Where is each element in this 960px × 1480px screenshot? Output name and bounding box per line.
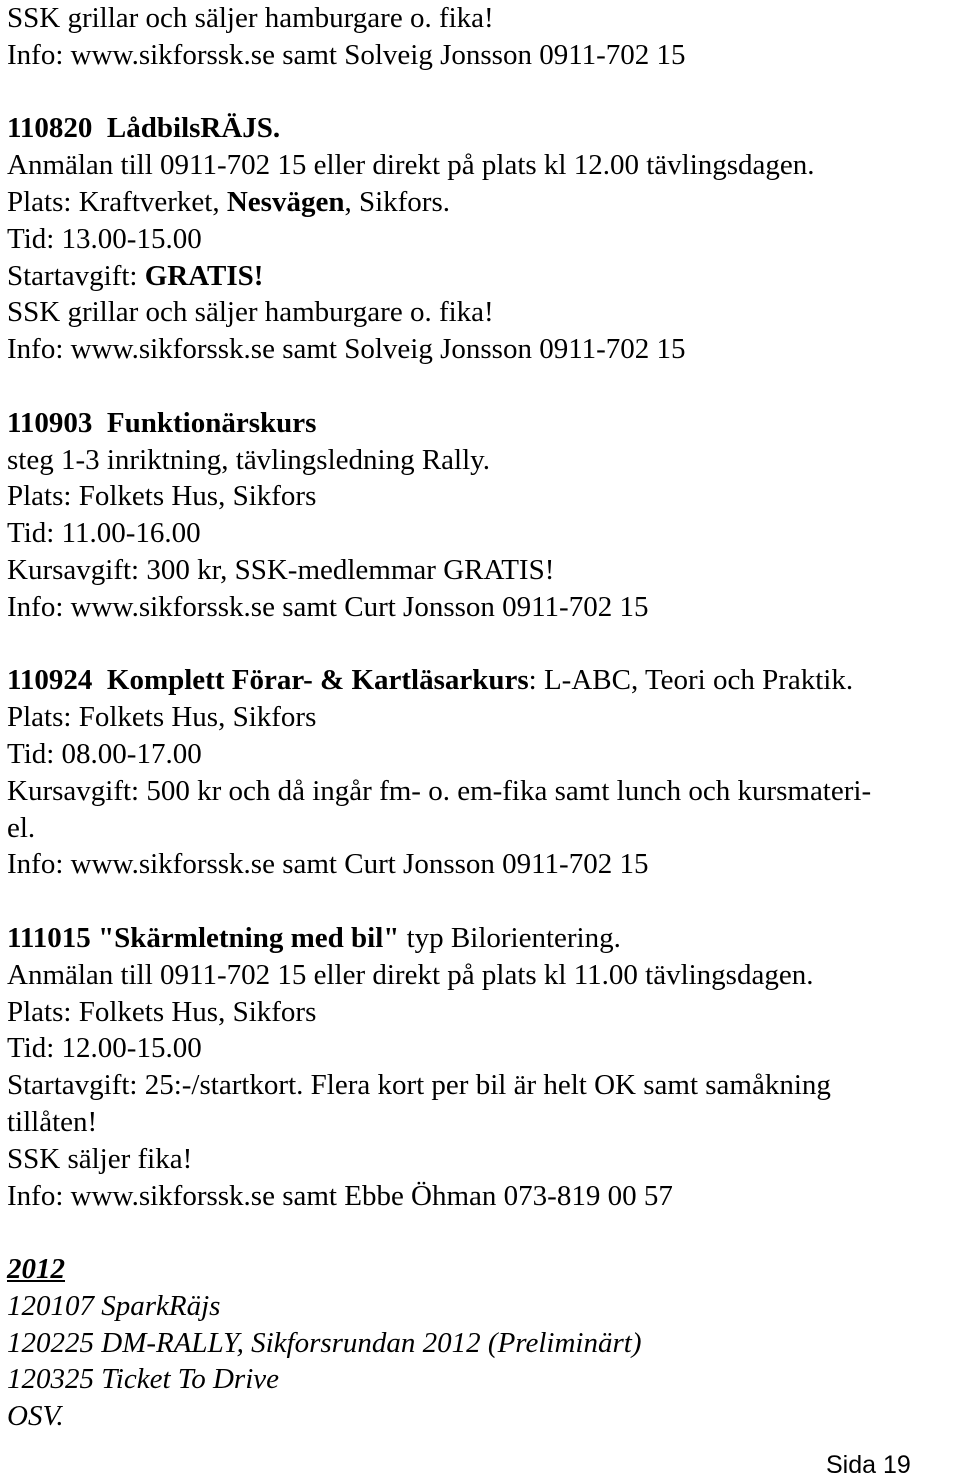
event-forar-avgift-2: el. xyxy=(7,811,36,844)
page-number: Sida 19 xyxy=(826,1451,911,1479)
event-funktionar-heading xyxy=(7,405,957,442)
year-item: 120325 Ticket To Drive xyxy=(7,1363,280,1396)
event-skarm-fika: SSK säljer fika! xyxy=(7,1142,193,1175)
event-ladbil-info: Info: www.sikforssk.se samt Solveig Jonsson 0911-702 15 xyxy=(7,333,686,366)
event-forar-plats: Plats: Folkets Hus, Sikfors xyxy=(7,701,317,734)
event-funktionar-avgift: Kursavgift: 300 kr, SSK-medlemmar GRATIS! xyxy=(7,553,555,586)
event-skarm-start-1: Startavgift: 25:-/startkort. Flera kort per bil är helt OK samt samåkning xyxy=(7,1069,831,1102)
top-grill-line: SSK grillar och säljer hamburgare o. fika! xyxy=(7,2,494,34)
spacer xyxy=(7,1214,957,1251)
event-ladbil-tid: Tid: 13.00-15.00 xyxy=(7,222,202,255)
event-ladbil-plats xyxy=(7,184,957,221)
event-ladbil-grill: SSK grillar och säljer hamburgare o. fika! xyxy=(7,296,494,329)
spacer xyxy=(7,368,957,405)
event-skarm-anmalan: Anmälan till 0911-702 15 eller direkt på plats kl 11.00 tävlingsdagen. xyxy=(7,958,814,991)
event-funktionar-plats: Plats: Folkets Hus, Sikfors xyxy=(7,480,317,513)
event-ladbil-heading xyxy=(7,110,957,147)
event-skarm-heading xyxy=(7,920,957,957)
event-skarm-tid: Tid: 12.00-15.00 xyxy=(7,1032,202,1065)
event-title: Komplett Förar- & Kartläsarkurs xyxy=(106,664,529,697)
spacer xyxy=(7,74,957,111)
plats-town: , Sikfors. xyxy=(344,185,451,218)
event-title: "Skärmletning med bil" xyxy=(98,921,400,954)
plats-text: Plats: Kraftverket, xyxy=(7,185,227,218)
year-item: 120225 DM-RALLY, Sikforsrundan 2012 (Preliminärt) xyxy=(7,1326,642,1359)
year-item: OSV. xyxy=(7,1400,64,1433)
event-funktionar-desc: steg 1-3 inriktning, tävlingsledning Rally. xyxy=(7,443,491,476)
event-date: 110820 xyxy=(7,112,93,145)
document-page xyxy=(7,0,957,1435)
event-funktionar-tid: Tid: 11.00-16.00 xyxy=(7,517,201,550)
startavgift-value: GRATIS! xyxy=(144,259,264,292)
year-heading: 2012 xyxy=(7,1253,65,1286)
event-forar-avgift-1: Kursavgift: 500 kr och då ingår fm- o. em-fika samt lunch och kursmateri- xyxy=(7,774,872,807)
spacer xyxy=(7,626,957,663)
event-date: 110924 xyxy=(7,664,93,697)
event-forar-tid: Tid: 08.00-17.00 xyxy=(7,737,202,770)
startavgift-label: Startavgift: xyxy=(7,259,145,292)
event-forar-heading xyxy=(7,662,957,699)
event-title: Funktionärskurs xyxy=(106,406,317,439)
event-skarm-info: Info: www.sikforssk.se samt Ebbe Öhman 073-819 00 57 xyxy=(7,1179,673,1212)
event-forar-info: Info: www.sikforssk.se samt Curt Jonsson 0911-702 15 xyxy=(7,848,649,881)
event-skarm-plats: Plats: Folkets Hus, Sikfors xyxy=(7,995,317,1028)
event-date: 110903 xyxy=(7,406,93,439)
event-skarm-start-2: tillåten! xyxy=(7,1105,98,1138)
event-subtitle: typ Bilorientering. xyxy=(399,921,621,954)
event-ladbil-anmalan: Anmälan till 0911-702 15 eller direkt på plats kl 12.00 tävlingsdagen. xyxy=(7,149,815,182)
event-ladbil-startavgift xyxy=(7,258,957,295)
event-date: 111015 xyxy=(7,921,91,954)
year-item: 120107 SparkRäjs xyxy=(7,1289,221,1322)
plats-street: Nesvägen xyxy=(226,185,345,218)
event-funktionar-info: Info: www.sikforssk.se samt Curt Jonsson 0911-702 15 xyxy=(7,590,649,623)
event-title: LådbilsRÄJS. xyxy=(106,112,281,145)
event-subtitle: : L-ABC, Teori och Praktik. xyxy=(528,664,854,697)
top-info-line: Info: www.sikforssk.se samt Solveig Jonsson 0911-702 15 xyxy=(7,38,686,71)
spacer xyxy=(7,883,957,920)
